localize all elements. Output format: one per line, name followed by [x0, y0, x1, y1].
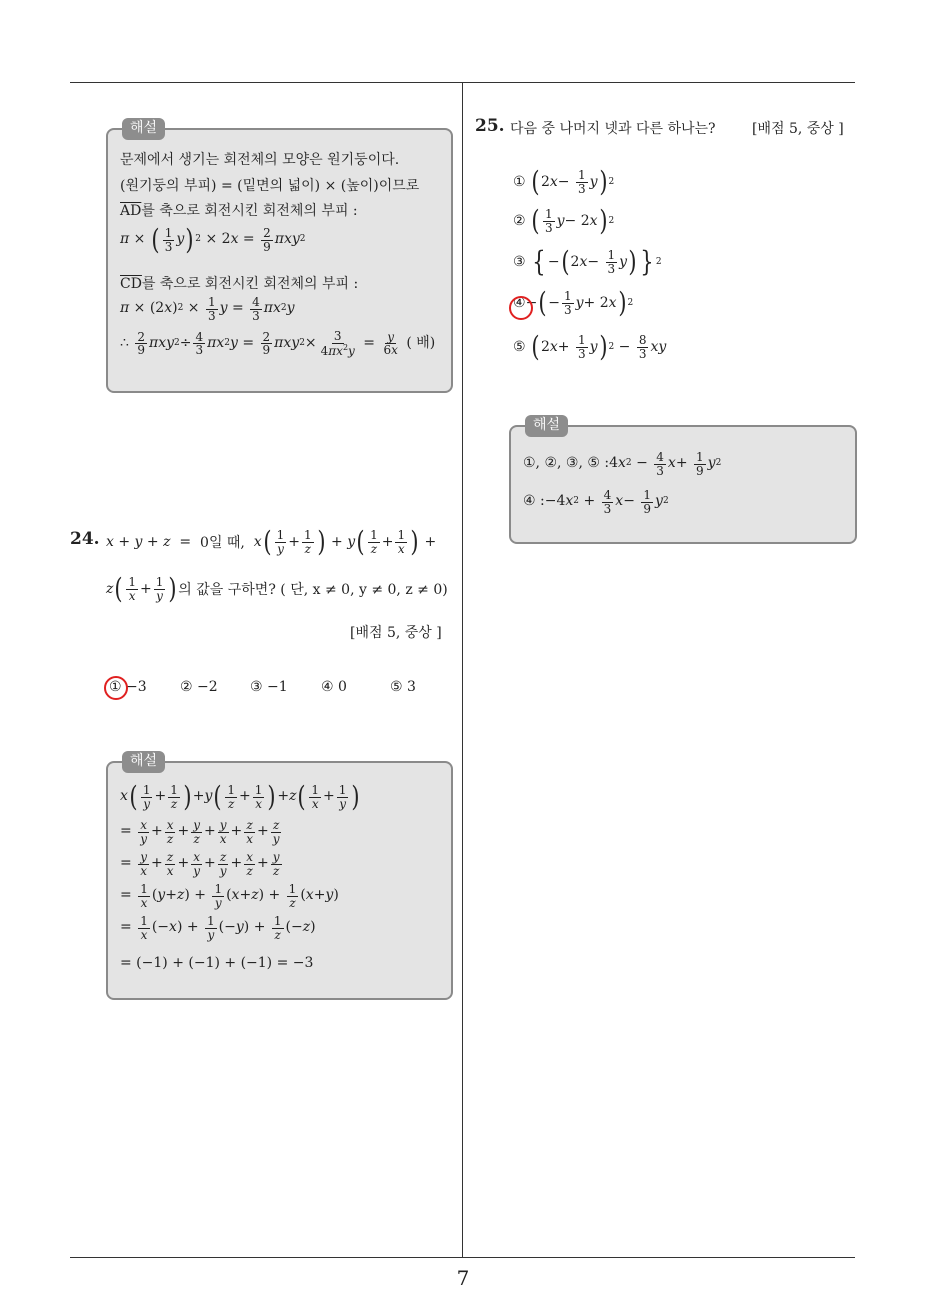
q25-number: 25. — [475, 116, 505, 136]
q25-sol-line2: ④ : −4 x 2 + $\frac{4}{3}$ x − $\frac{1}{9}$ y 2 — [523, 488, 669, 516]
solution-tag: 해설 — [122, 751, 165, 773]
q23-sol-line3-text: 를 축으로 회전시킨 회전체의 부피 : — [141, 203, 358, 219]
q25-sol-line1: ①, ②, ③, ⑤ : 4 x 2 − $\frac{4}{3}$ x + $\frac{1}{9}$ y 2 — [523, 450, 722, 478]
q24-choice-4[interactable]: ④ 0 — [321, 679, 347, 695]
q24-sol-step3: = $\frac{y}{x}$ + $\frac{z}{x}$ + $\frac{x}{y}$ + $\frac{z}{y}$ + $\frac{x}{z}$ + $\frac{y}{z}$ — [120, 850, 280, 878]
bottom-rule — [70, 1257, 855, 1258]
q23-sol-line5-text: 를 축으로 회전시킨 회전체의 부피 : — [141, 276, 359, 292]
q25-choice-5-mark: ⑤ — [513, 339, 526, 355]
q24-condition: ( 단, x ≠ 0, y ≠ 0, z ≠ 0) — [280, 582, 448, 598]
q24-solution-box — [106, 753, 453, 1000]
q25-choice-2-mark: ② — [513, 213, 526, 229]
q25-sol-line2-label: ④ : — [523, 493, 545, 510]
q24-line2: z ( $\frac{1}{x}$ + $\frac{1}{y}$ ) 의 값을 구하면? ( 단, x ≠ 0, y ≠ 0, z ≠ 0) — [106, 572, 448, 605]
column-divider — [462, 83, 463, 1257]
page-number: 7 — [456, 1266, 470, 1290]
q24-choice-5[interactable]: ⑤ 3 — [390, 679, 416, 695]
q23-sol-line5 — [120, 276, 358, 294]
q24-line1: x + y + z = 0일 때, x ( $\frac{1}{y}$ + $\frac{1}{z}$ ) + y ( $\frac{1}{z}$ + $\frac{1}{x}$ ) + — [106, 525, 437, 558]
q24-answer-circle — [104, 676, 128, 700]
q24-score: [배점 5, 중상 ] — [350, 625, 442, 641]
q25-choice-4-mark: ④ — [513, 295, 526, 311]
q24-ask: 의 값을 구하면? — [178, 582, 276, 598]
solution-tag: 해설 — [525, 415, 568, 437]
q25-choice-3-mark: ③ — [513, 254, 526, 270]
q23-sol-line3 — [120, 203, 358, 221]
q23-sol-formula3: ∴ $\frac{2}{9}$ πxy 2 ÷ $\frac{4}{3}$ πx 2 y = $\frac{2}{9}$ πxy 2 × $\frac{3}{4\pi x^2y}$ = $\frac{y}{6x}$ ( 배) — [120, 329, 436, 358]
q24-number: 24. — [70, 529, 100, 549]
q23-sol-line1: 문제에서 생기는 회전체의 모양은 원기둥이다. — [120, 152, 400, 168]
q25-choice-1[interactable]: ① ( 2 x − $\frac{1}{3}$ y ) 2 — [513, 165, 615, 198]
q24-choice-3[interactable]: ③ −1 — [250, 679, 288, 695]
q23-unit: ( 배) — [406, 334, 436, 351]
q25-sol-line1-label: ①, ②, ③, ⑤ : — [523, 455, 610, 472]
q23-sol-formula1: π × ( $\frac{1}{3}$ y ) 2 × 2x = $\frac{2}{9}$ πxy 2 — [120, 223, 306, 256]
q25-choice-4[interactable]: ④ − ( − $\frac{1}{3}$ y + 2 x ) 2 — [513, 286, 634, 319]
q23-sol-formula2: π × (2x) 2 × $\frac{1}{3}$ y = $\frac{4}{3}$ πx 2 y — [120, 295, 295, 323]
q25-choice-1-mark: ① — [513, 174, 526, 190]
q24-sol-step2: = $\frac{x}{y}$ + $\frac{x}{z}$ + $\frac{y}{z}$ + $\frac{y}{x}$ + $\frac{z}{x}$ + $\frac{z}{y}$ — [120, 818, 280, 846]
q25-choice-2[interactable]: ② ( $\frac{1}{3}$ y − 2 x ) 2 — [513, 204, 615, 237]
q25-choice-5[interactable]: ⑤ ( 2 x + $\frac{1}{3}$ y ) 2 − $\frac{8}{3}$ xy — [513, 330, 667, 363]
q23-solution-box — [106, 120, 453, 393]
q24-sol-step6: = (−1) + (−1) + (−1) = −3 — [120, 955, 314, 971]
q24-choice-1[interactable]: ① −3 — [109, 679, 147, 695]
segment-ad: $\overline{AD}$ — [120, 203, 142, 219]
q25-score: [배점 5, 중상 ] — [752, 121, 844, 137]
q23-sol-line2: (원기둥의 부피) = (밑면의 넓이) × (높이)이므로 — [120, 178, 420, 194]
segment-cd: $\overline{CD}$ — [120, 276, 142, 292]
q24-choice-2[interactable]: ② −2 — [180, 679, 218, 695]
q25-choice-3[interactable]: ③ { − ( 2 x − $\frac{1}{3}$ y ) } 2 — [513, 245, 662, 278]
q24-sol-step4: = $\frac{1}{x}$ ( y + z ) + $\frac{1}{y}$ ( x + z ) + $\frac{1}{z}$ ( x + y ) — [120, 882, 339, 910]
q25-question: 다음 중 나머지 넷과 다른 하나는? — [510, 121, 716, 137]
q25-answer-circle — [509, 296, 533, 320]
q25-solution-box — [509, 417, 857, 544]
q24-sol-step1: x ( $\frac{1}{y}$ + $\frac{1}{z}$ ) + y ( $\frac{1}{z}$ + $\frac{1}{x}$ ) + z ( $\frac{1}{x}$ + $\frac{1}{y}$ ) — [120, 780, 360, 813]
q24-zero-text: 0일 때, — [200, 535, 245, 551]
q24-sol-step5: = $\frac{1}{x}$ (− x ) + $\frac{1}{y}$ (− y ) + $\frac{1}{z}$ (− z ) — [120, 914, 316, 942]
solution-tag: 해설 — [122, 118, 165, 140]
